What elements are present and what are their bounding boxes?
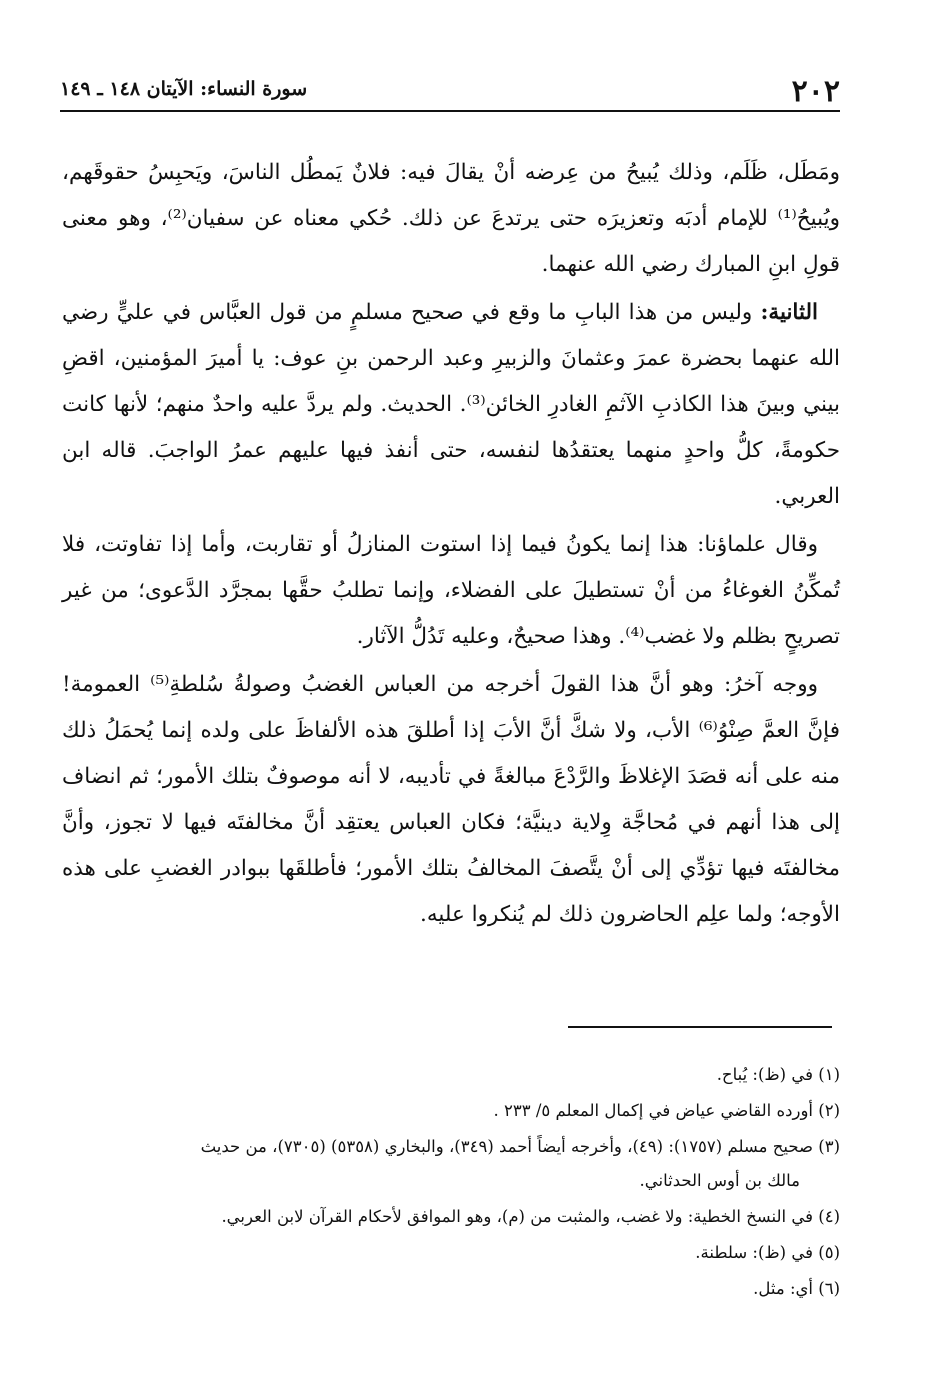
running-title: سورة النساء: الآيتان ١٤٨ ـ ١٤٩ xyxy=(60,78,308,100)
footnote-3 xyxy=(55,1130,840,1198)
paragraph-2 xyxy=(62,290,840,520)
paragraph-3: وقال علماؤنا: هذا إنما يكونُ فيما إذا استوت المنازلُ أو تقاربت، وأما إذا تفاوتت، فلا تُمكِّنُ الغوغاءُ من أنْ تستطيلَ على الفضلاء، وإنما تطلبُ حقَّها بمجرَّد الدَّعوى؛ من غير تصريحٍ بظلم ولا غضب⁽⁴⁾. وهذا صحيحٌ، وعليه تَدُلُّ الآثار. xyxy=(62,532,840,649)
footnotes xyxy=(55,1058,840,1308)
main-text xyxy=(62,150,840,940)
footnote-5: (٥) في (ظ): سلطنة. xyxy=(695,1243,840,1262)
footnote-6: (٦) أي: مثل. xyxy=(753,1279,840,1298)
footnote-divider xyxy=(568,1026,832,1028)
footnote-2: (٢) أورده القاضي عياض في إكمال المعلم ٥/ ٢٣٣ . xyxy=(493,1101,840,1120)
page-header xyxy=(60,66,840,112)
paragraph-1: ومَطَل، ظَلَم، وذلك يُبيحُ من عِرضه أنْ يقالَ فيه: فلانٌ يَمطُل الناسَ، ويَحبِسُ حقوقَهم، ويُبيحُ⁽¹⁾ للإمام أدبَه وتعزيرَه حتى يرتدعَ عن ذلك. حُكي معناه عن سفيان⁽²⁾، وهو معنى قولِ ابنِ المبارك رضي الله عنهما. xyxy=(62,160,841,277)
page-number: ٢٠٢ xyxy=(791,74,840,109)
footnote-4: (٤) في النسخ الخطية: ولا غضب، والمثبت من (م)، وهو الموافق لأحكام القرآن لابن العربي. xyxy=(221,1207,840,1226)
paragraph-2-lead: الثانية: xyxy=(760,300,818,325)
paragraph-4: ووجه آخرُ: وهو أنَّ هذا القولَ أخرجه من العباس الغضبُ وصولةُ سُلطةِ⁽⁵⁾ العمومة! فإنَّ العمَّ صِنْوُ⁽⁶⁾ الأب، ولا شكَّ أنَّ الأبَ إذا أطلقَ هذه الألفاظَ على ولده إنما يُحمَلُ ذلك منه على أنه قصَدَ الإغلاظَ والرَّدْعَ مبالغةً في تأديبه، لا أنه موصوفٌ بتلك الأمور؛ ثم انضاف إلى هذا أنهم في مُحاجَّة وِلاية دينيَّة؛ فكان العباس يعتقِد أنَّ مخالفتَه فيها لا تجوز، وأنَّ مخالفتَه فيها تؤدِّي إلى أنْ يتَّصفَ المخالفُ بتلك الأمور؛ فأطلقَها ببوادر الغضبِ على هذه الأوجه؛ ولما علِم الحاضرون ذلك لم يُنكروا عليه. xyxy=(62,672,840,927)
footnote-1: (١) في (ظ): يُباح. xyxy=(716,1065,840,1084)
footnote-3-continuation: مالك بن أوس الحدثاني. xyxy=(639,1171,800,1190)
paragraph-2-text: وليس من هذا البابِ ما وقع في صحيح مسلمٍ من قول العبَّاس في عليٍّ رضي الله عنهما بحضرة عمرَ وعثمانَ والزبيرِ وعبد الرحمن بنِ عوف: يا أميرَ المؤمنين، اقضِ بيني وبينَ هذا الكاذبِ الآثمِ الغادرِ الخائن⁽³⁾. الحديث. ولم يردَّ عليه واحدٌ منهم؛ لأنها كانت حكومةً، كلُّ واحدٍ منهما يعتقدُها لنفسه، حتى أنفذ فيها عليهم عمرُ الواجبَ. قاله ابن العربي. xyxy=(62,300,841,509)
footnote-3-text: (٣) صحيح مسلم (١٧٥٧): (٤٩)، وأخرجه أيضاً أحمد (٣٤٩)، والبخاري (٥٣٥٨) (٧٣٠٥)، من حديث xyxy=(200,1137,840,1156)
